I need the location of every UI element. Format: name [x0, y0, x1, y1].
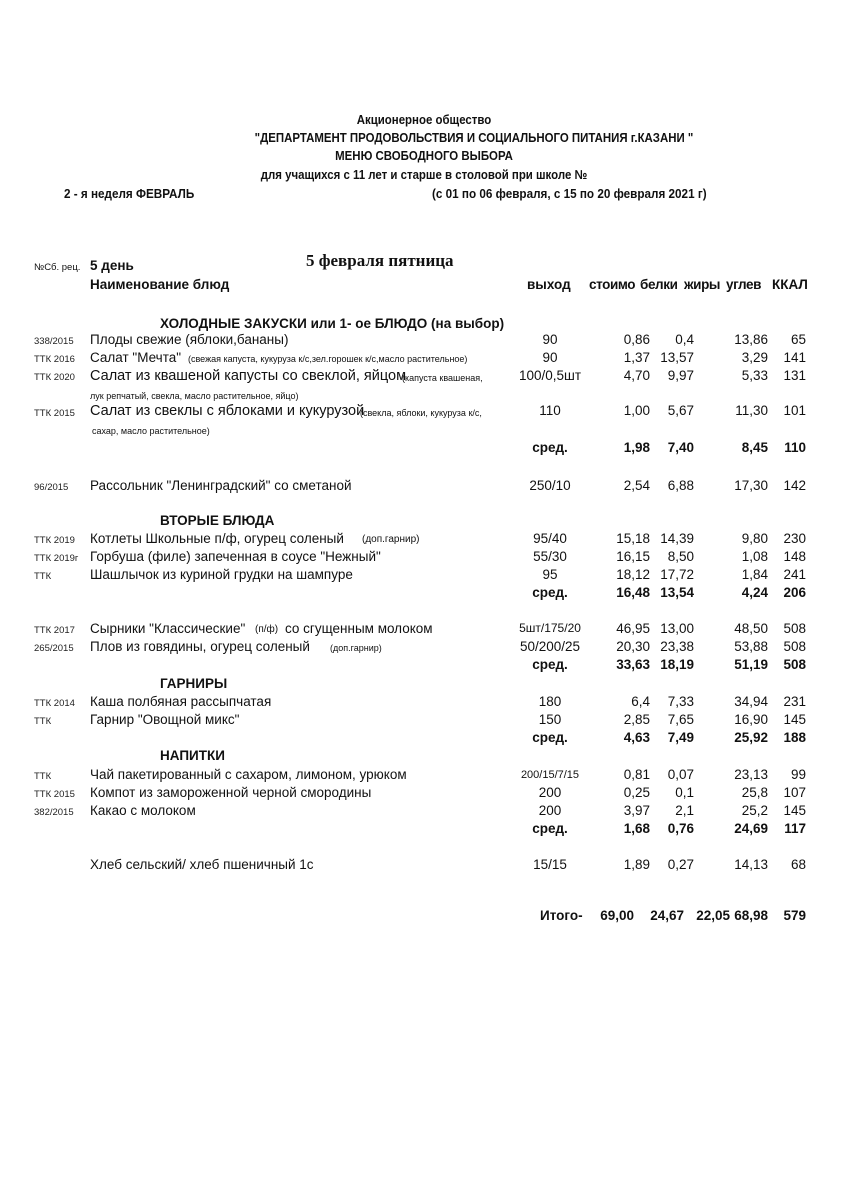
- dish-kcal: 99: [790, 767, 806, 782]
- total-cost: 69,00: [600, 908, 634, 923]
- dish-output: 100/0,5шт: [518, 368, 582, 383]
- dish-name: Чай пакетированный с сахаром, лимоном, урюком: [90, 767, 407, 782]
- col-kcal: ККАЛ: [772, 277, 808, 292]
- recipe-code: ТТК: [34, 571, 52, 582]
- dish-name: Сырники "Классические": [90, 621, 246, 636]
- dish-fat: 5,67: [667, 403, 694, 418]
- dish-kcal: 230: [783, 531, 806, 546]
- dish-fat: 8,50: [667, 549, 694, 564]
- dish-protein: 1,37: [623, 350, 650, 365]
- dish-garnish-note: (доп.гарнир): [330, 643, 382, 653]
- dish-output: 110: [539, 403, 561, 418]
- dish-fat: 0,07: [667, 767, 694, 782]
- dish-output: 90: [542, 332, 558, 347]
- dish-name-tail: со сгущенным молоком: [285, 621, 433, 636]
- recipe-code: ТТК 2019: [34, 535, 75, 546]
- menu-subtitle: для учащихся с 11 лет и старше в столовой при школе №: [260, 167, 588, 182]
- week-label: 2 - я неделя ФЕВРАЛЬ: [64, 186, 195, 201]
- col-name: Наименование блюд: [90, 277, 230, 292]
- dish-garnish-note: (доп.гарнир): [362, 534, 420, 545]
- dish-fat: 7,65: [667, 712, 694, 727]
- org-name: "ДЕПАРТАМЕНТ ПРОДОВОЛЬСТВИЯ И СОЦИАЛЬНОГО ПИТАНИЯ г.КАЗАНИ ": [254, 130, 694, 145]
- dish-name: Какао с молоком: [90, 803, 196, 818]
- dish-protein: 16,15: [616, 549, 650, 564]
- dish-name: Гарнир "Овощной микс": [90, 712, 240, 727]
- dish-name: Плов из говядины, огурец соленый: [90, 639, 310, 654]
- dish-carbs: 14,13: [734, 857, 768, 872]
- recipe-code: ТТК: [34, 716, 52, 727]
- avg-protein: 4,63: [623, 730, 650, 745]
- col-output: выход: [527, 277, 571, 292]
- dish-carbs: 53,88: [734, 639, 768, 654]
- dish-ingredients-cont: сахар, масло растительное): [92, 426, 210, 436]
- avg-carbs: 8,45: [741, 440, 768, 455]
- avg-protein: 33,63: [616, 657, 650, 672]
- avg-fat: 13,54: [660, 585, 694, 600]
- avg-fat: 7,49: [667, 730, 694, 745]
- avg-kcal: 206: [783, 585, 806, 600]
- total-fat: 22,05: [696, 908, 730, 923]
- avg-protein: 1,98: [623, 440, 650, 455]
- dish-carbs: 5,33: [741, 368, 768, 383]
- avg-protein: 16,48: [616, 585, 650, 600]
- dish-ingredients-cont: лук репчатый, свекла, масло растительное, яйцо): [90, 391, 299, 401]
- recipe-code-label: №Сб. рец.: [34, 262, 81, 273]
- dish-semi-finished-note: (п/ф): [255, 624, 279, 635]
- dish-protein: 20,30: [616, 639, 650, 654]
- total-label: Итого-: [540, 908, 583, 923]
- dish-carbs: 23,13: [734, 767, 768, 782]
- avg-protein: 1,68: [623, 821, 650, 836]
- dish-name: Шашлычок из куриной грудки на шампуре: [90, 567, 353, 582]
- date-title: 5 февраля пятница: [306, 251, 454, 270]
- dish-fat: 13,57: [660, 350, 694, 365]
- recipe-code: ТТК 2014: [34, 698, 75, 709]
- dish-name: Салат "Мечта": [90, 350, 182, 365]
- dish-protein: 3,97: [623, 803, 650, 818]
- dish-name: Горбуша (филе) запеченная в соусе "Нежный": [90, 549, 381, 564]
- dish-output: 55/30: [533, 549, 567, 564]
- avg-carbs: 51,19: [734, 657, 768, 672]
- menu-title: МЕНЮ СВОБОДНОГО ВЫБОРА: [335, 148, 513, 163]
- dish-kcal: 148: [783, 549, 806, 564]
- org-type: Акционерное общество: [356, 112, 492, 127]
- col-protein: белки: [640, 277, 678, 292]
- total-protein: 24,67: [650, 908, 684, 923]
- dish-carbs: 1,08: [741, 549, 768, 564]
- dish-kcal: 241: [783, 567, 806, 582]
- dish-fat: 9,97: [667, 368, 694, 383]
- avg-kcal: 117: [784, 821, 806, 836]
- dish-name: Котлеты Школьные п/ф, огурец соленый: [90, 531, 344, 546]
- dish-protein: 2,85: [623, 712, 650, 727]
- dish-name: Плоды свежие (яблоки,бананы): [90, 332, 289, 347]
- dish-protein: 1,00: [623, 403, 650, 418]
- average-label: сред.: [532, 585, 568, 600]
- avg-fat: 18,19: [660, 657, 694, 672]
- dish-carbs: 48,50: [734, 621, 768, 636]
- avg-carbs: 24,69: [734, 821, 768, 836]
- dish-carbs: 3,29: [741, 350, 768, 365]
- dish-fat: 0,4: [675, 332, 694, 347]
- dish-fat: 0,1: [675, 785, 694, 800]
- dish-kcal: 145: [783, 803, 806, 818]
- dish-fat: 2,1: [675, 803, 694, 818]
- dish-kcal: 508: [783, 621, 806, 636]
- dish-ingredients: (свежая капуста, кукуруза к/с,зел.горошек к/с,масло растительное): [188, 354, 468, 364]
- dish-fat: 13,00: [660, 621, 694, 636]
- average-label: сред.: [532, 657, 568, 672]
- dish-output: 90: [542, 350, 558, 365]
- dish-output: 50/200/25: [519, 639, 581, 654]
- dish-name: Каша полбяная рассыпчатая: [90, 694, 272, 709]
- recipe-code: 338/2015: [34, 336, 74, 347]
- dish-output: 250/10: [529, 478, 571, 493]
- dish-output: 180: [538, 694, 562, 709]
- dish-name: Салат из квашеной капусты со свеклой, яйцом: [90, 368, 407, 384]
- dish-output: 150: [538, 712, 562, 727]
- recipe-code: ТТК: [34, 771, 52, 782]
- dish-output: 5шт/175/20: [519, 621, 581, 635]
- recipe-code: ТТК 2017: [34, 625, 75, 636]
- dish-carbs: 25,2: [741, 803, 768, 818]
- dish-fat: 23,38: [660, 639, 694, 654]
- dish-protein: 0,25: [623, 785, 650, 800]
- dish-carbs: 34,94: [734, 694, 768, 709]
- dish-protein: 46,95: [616, 621, 650, 636]
- dish-carbs: 1,84: [741, 567, 768, 582]
- dish-protein: 0,81: [623, 767, 650, 782]
- dish-fat: 7,33: [667, 694, 694, 709]
- recipe-code: ТТК 2015: [34, 789, 75, 800]
- avg-kcal: 110: [784, 440, 806, 455]
- dish-output: 200: [538, 785, 562, 800]
- dish-carbs: 25,8: [741, 785, 768, 800]
- recipe-code: ТТК 2015: [34, 408, 75, 419]
- dish-protein: 6,4: [631, 694, 650, 709]
- dish-output: 15/15: [533, 857, 567, 872]
- dish-output: 95/40: [533, 531, 567, 546]
- dish-output: 200: [538, 803, 562, 818]
- section-garnishes: ГАРНИРЫ: [160, 676, 228, 691]
- dish-kcal: 231: [783, 694, 806, 709]
- avg-kcal: 188: [783, 730, 806, 745]
- dish-fat: 6,88: [667, 478, 694, 493]
- recipe-code: 382/2015: [34, 807, 74, 818]
- recipe-code: ТТК 2019г: [34, 553, 79, 564]
- section-drinks: НАПИТКИ: [160, 748, 225, 763]
- dish-kcal: 145: [783, 712, 806, 727]
- dish-kcal: 68: [790, 857, 806, 872]
- total-kcal: 579: [783, 908, 806, 923]
- dish-ingredients: (капуста квашеная,: [402, 373, 483, 383]
- dish-kcal: 141: [783, 350, 806, 365]
- section-second-courses: ВТОРЫЕ БЛЮДА: [160, 513, 275, 528]
- dish-carbs: 9,80: [741, 531, 768, 546]
- section-cold-dishes: ХОЛОДНЫЕ ЗАКУСКИ или 1- ое БЛЮДО (на выбор): [160, 316, 505, 331]
- dish-carbs: 11,30: [735, 403, 768, 418]
- recipe-code: 96/2015: [34, 482, 69, 493]
- avg-carbs: 4,24: [741, 585, 768, 600]
- dish-ingredients: (свекла, яблоки, кукуруза к/с,: [360, 408, 482, 418]
- dish-carbs: 17,30: [734, 478, 768, 493]
- avg-fat: 7,40: [667, 440, 694, 455]
- col-carbs: углев: [726, 277, 761, 292]
- dish-name: Салат из свеклы с яблоками и кукурузой: [90, 403, 365, 419]
- average-label: сред.: [532, 730, 568, 745]
- dish-protein: 1,89: [623, 857, 650, 872]
- dish-name: Компот из замороженной черной смородины: [90, 785, 372, 800]
- recipe-code: 265/2015: [34, 643, 74, 654]
- dish-output: 95: [542, 567, 558, 582]
- dish-protein: 15,18: [616, 531, 650, 546]
- dish-name: Хлеб сельский/ хлеб пшеничный 1с: [90, 857, 314, 872]
- dish-protein: 4,70: [623, 368, 650, 383]
- dish-protein: 0,86: [623, 332, 650, 347]
- total-carbs: 68,98: [734, 908, 768, 923]
- dish-fat: 17,72: [660, 567, 694, 582]
- avg-fat: 0,76: [667, 821, 694, 836]
- dish-fat: 0,27: [667, 857, 694, 872]
- dish-carbs: 13,86: [734, 332, 768, 347]
- recipe-code: ТТК 2020: [34, 372, 75, 383]
- average-label: сред.: [532, 821, 568, 836]
- dish-kcal: 131: [783, 368, 806, 383]
- dish-fat: 14,39: [660, 531, 694, 546]
- dish-protein: 2,54: [623, 478, 650, 493]
- avg-kcal: 508: [783, 657, 806, 672]
- avg-carbs: 25,92: [734, 730, 768, 745]
- recipe-code: ТТК 2016: [34, 354, 75, 365]
- dish-kcal: 508: [783, 639, 806, 654]
- period-label: (с 01 по 06 февраля, с 15 по 20 февраля 2021 г): [432, 186, 707, 201]
- col-fat: жиры: [684, 277, 721, 292]
- dish-output: 200/15/7/15: [520, 769, 580, 781]
- dish-protein: 18,12: [616, 567, 650, 582]
- dish-kcal: 107: [783, 785, 806, 800]
- day-label: 5 день: [90, 258, 134, 273]
- dish-name: Рассольник "Ленинградский" со сметаной: [90, 478, 352, 493]
- col-cost: стоимо: [589, 277, 636, 292]
- dish-kcal: 101: [783, 403, 806, 418]
- dish-carbs: 16,90: [734, 712, 768, 727]
- dish-kcal: 142: [783, 478, 806, 493]
- average-label: сред.: [532, 440, 568, 455]
- dish-kcal: 65: [790, 332, 806, 347]
